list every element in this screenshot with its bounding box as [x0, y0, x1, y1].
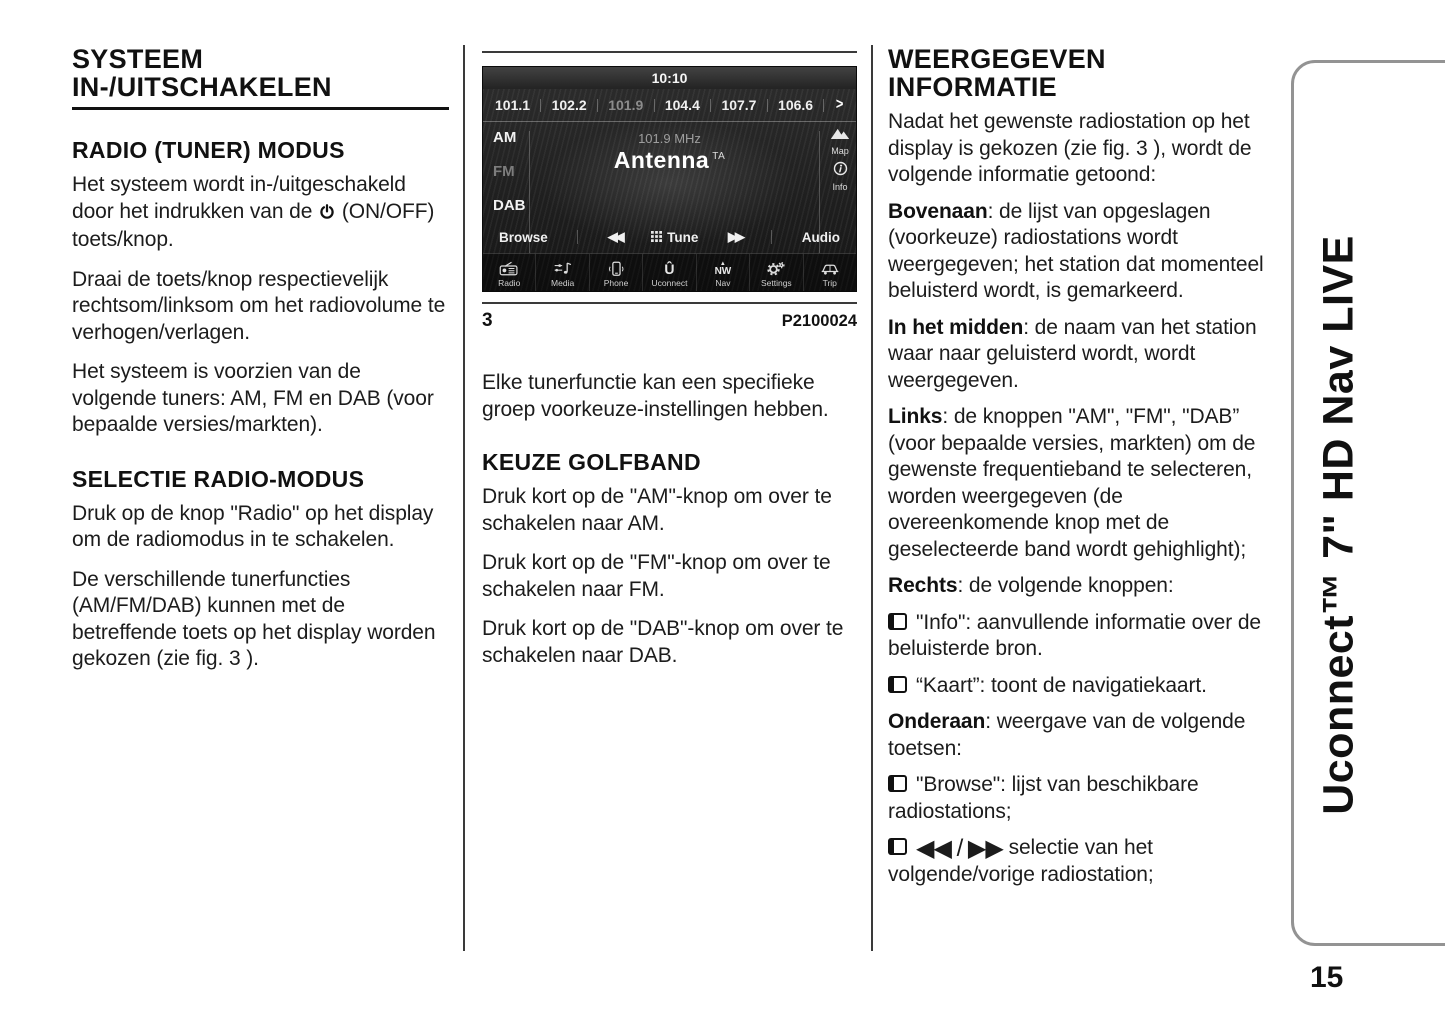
info-icon: [833, 163, 848, 180]
heading-keuze-golfband: KEUZE GOLFBAND: [482, 449, 701, 475]
paragraph: [72, 172, 449, 254]
page-number: 15: [1310, 961, 1344, 994]
band-button-dab: DAB: [493, 197, 526, 214]
menu-item-radio: [483, 254, 535, 292]
middle-column-text: [482, 370, 857, 682]
seek-back-button: ◀◀: [607, 229, 622, 244]
map-button: [825, 127, 855, 156]
paragraph: Druk kort op de "FM"-knop om over te schakelen naar FM.: [482, 551, 831, 601]
ta-tag: TA: [712, 151, 726, 163]
figure-caption: [482, 310, 857, 332]
menu-item-nav: [696, 254, 749, 292]
paragraph-text: (ON/OFF) toets/knop.: [72, 199, 435, 251]
bold-label: Rechts: [888, 574, 958, 597]
controls-bar: [483, 223, 856, 251]
paragraph-onderaan: [888, 709, 1268, 762]
title-line-2: INFORMATIE: [888, 72, 1057, 102]
paragraph: Druk kort op de "AM"-knop om over te schakelen naar AM.: [482, 485, 832, 535]
column-divider: [871, 45, 873, 951]
list-item-text: selectie van het volgende/vorige radiostation;: [888, 836, 1154, 886]
figure-number: 3: [482, 310, 493, 331]
seek-arrows-icon: ◀◀ / ▶▶: [916, 835, 1003, 862]
menu-item-uconnect: [642, 254, 695, 292]
preset-station: 101.1: [495, 97, 531, 113]
controls-separator: [771, 230, 772, 244]
clock: 10:10: [483, 67, 856, 89]
radio-icon: [499, 261, 519, 277]
page-title-systeem: [72, 45, 449, 110]
paragraph: De verschillende tunerfuncties (AM/FM/DAB) kunnen met de betreffende toets op het display worden gekozen (zie fig. 3 ).: [72, 567, 436, 670]
list-item: [888, 610, 1268, 663]
preset-separator: [710, 99, 711, 112]
paragraph-rechts: [888, 573, 1268, 600]
title-line-1: SYSTEEM: [72, 44, 204, 74]
menu-item-phone: [589, 254, 642, 292]
paragraph-text: : de volgende knoppen:: [957, 574, 1174, 597]
list-item: [888, 673, 1268, 700]
band-button-fm: FM: [493, 163, 515, 180]
media-icon: [553, 261, 573, 277]
menu-item-settings: [749, 254, 802, 292]
phone-icon: [607, 261, 625, 277]
menu-item-trip: [803, 254, 856, 292]
tune-grid-icon: [651, 230, 662, 245]
nav-icon: ▲ NW: [714, 260, 732, 277]
bold-label: Links: [888, 405, 943, 428]
figure-code: P2100024: [781, 312, 857, 330]
preset-separator: [597, 99, 598, 112]
paragraph-text: Het systeem wordt in-/uitgeschakeld door het indrukken van de: [72, 173, 406, 223]
menu-label: Trip: [822, 277, 837, 288]
menu-label: Uconnect: [651, 277, 688, 288]
right-column: [888, 45, 1268, 898]
heading-radio-tuner-modus: RADIO (TUNER) MODUS: [72, 137, 345, 163]
seek-forward-button: ▶▶: [727, 229, 742, 244]
info-button: [825, 161, 855, 192]
paragraph-bovenaan: [888, 199, 1268, 305]
preset-bar: [483, 89, 856, 122]
sidebar-chapter-title-text: Uconnect™ 7" HD Nav LIVE: [1314, 235, 1362, 815]
list-item: [888, 772, 1268, 825]
preset-station: 107.7: [721, 97, 757, 113]
list-item: [888, 835, 1268, 888]
main-menu-bar: [483, 253, 856, 292]
menu-label: Radio: [498, 277, 521, 288]
paragraph-text: : weergave van de volgende toetsen:: [888, 710, 1246, 760]
column-divider: [463, 45, 465, 951]
paragraph-text: : de lijst van opgeslagen (voorkeuze) radiostations wordt weergegeven; het station dat momenteel beluisterd wordt, is gemarkeerd.: [888, 199, 1264, 302]
left-column: [72, 45, 449, 686]
softkey-bullet-icon: [888, 838, 907, 855]
frequency-readout: 101.9 MHz: [638, 131, 701, 146]
softkey-bullet-icon: [888, 613, 907, 630]
info-label: Info: [832, 182, 848, 192]
paragraph-in-het-midden: [888, 315, 1268, 395]
page-title-weergegeven-informatie: [888, 45, 1268, 101]
list-item-text: "Info": aanvullende informatie over de beluisterde bron.: [888, 610, 1261, 660]
paragraph: Druk op de knop "Radio" op het display om de radiomodus in te schakelen.: [72, 501, 434, 551]
map-label: Map: [831, 146, 849, 156]
station-name: [483, 147, 856, 174]
sidebar-chapter-title: [1291, 60, 1386, 946]
preset-station: 102.2: [551, 97, 587, 113]
paragraph: Draai de toets/knop respectievelijk rechtsom/linksom om het radiovolume te verhogen/verlagen.: [72, 267, 446, 344]
tune-button: [651, 230, 698, 245]
paragraph: Nadat het gewenste radiostation op het display is gekozen (zie fig. 3 ), wordt de volgende informatie getoond:: [888, 110, 1252, 186]
figure-bottom-rule: [482, 302, 857, 304]
title-line-1: WEERGEGEVEN: [888, 44, 1106, 74]
band-button-am: AM: [493, 129, 517, 146]
controls-separator: [577, 230, 578, 244]
softkey-bullet-icon: [888, 676, 907, 693]
paragraph: Druk kort op de "DAB"-knop om over te schakelen naar DAB.: [482, 617, 844, 667]
power-icon: [319, 202, 335, 225]
audio-button: Audio: [801, 229, 840, 245]
paragraph-text: : de naam van het station waar naar geluisterd wordt, wordt weergegeven.: [888, 315, 1257, 392]
trip-icon: [820, 261, 840, 277]
station-label: Antenna: [613, 147, 710, 173]
browse-button: Browse: [499, 229, 548, 245]
list-item-text: “Kaart”: toont de navigatiekaart.: [916, 673, 1207, 697]
paragraph-text: : de knoppen "AM", "FM", "DAB” (voor bepaalde versies, markten) om de gewenste frequentieband te selecteren, worden weergegeven (de overeenkomende knop met de geselecteerde band wordt gehighlight);: [888, 405, 1256, 561]
uconnect-icon: Û: [664, 260, 675, 277]
paragraph-links: [888, 404, 1268, 563]
settings-icon: [766, 261, 786, 277]
menu-item-media: [535, 254, 588, 292]
menu-label: Phone: [603, 277, 629, 288]
bold-label: Onderaan: [888, 710, 986, 733]
chevron-right-icon: >: [835, 96, 844, 113]
preset-station-current: 101.9: [608, 97, 644, 113]
bold-label: In het midden: [888, 315, 1024, 339]
softkey-bullet-icon: [888, 775, 907, 792]
paragraph: Elke tunerfunctie kan een specifieke groep voorkeuze-instellingen hebben.: [482, 371, 829, 421]
figure-top-rule: [482, 51, 857, 53]
menu-label: Nav: [715, 277, 731, 288]
preset-station: 106.6: [778, 97, 814, 113]
preset-separator: [823, 99, 824, 112]
preset-separator: [540, 99, 541, 112]
preset-separator: [654, 99, 655, 112]
tune-label: Tune: [667, 229, 699, 245]
list-item-text: "Browse": lijst van beschikbare radiostations;: [888, 773, 1199, 823]
menu-label: Media: [551, 277, 575, 288]
menu-label: Settings: [760, 277, 792, 288]
title-line-2: IN-/UITSCHAKELEN: [72, 72, 332, 102]
heading-selectie-radio-modus: SELECTIE RADIO-MODUS: [72, 465, 365, 492]
bold-label: Bovenaan: [888, 199, 988, 223]
preset-separator: [767, 99, 768, 112]
radio-display-figure: [482, 66, 857, 292]
paragraph: Het systeem is voorzien van de volgende tuners: AM, FM en DAB (voor bepaalde versies/markten).: [72, 360, 434, 436]
map-icon: [829, 127, 851, 144]
preset-station: 104.4: [664, 97, 700, 113]
